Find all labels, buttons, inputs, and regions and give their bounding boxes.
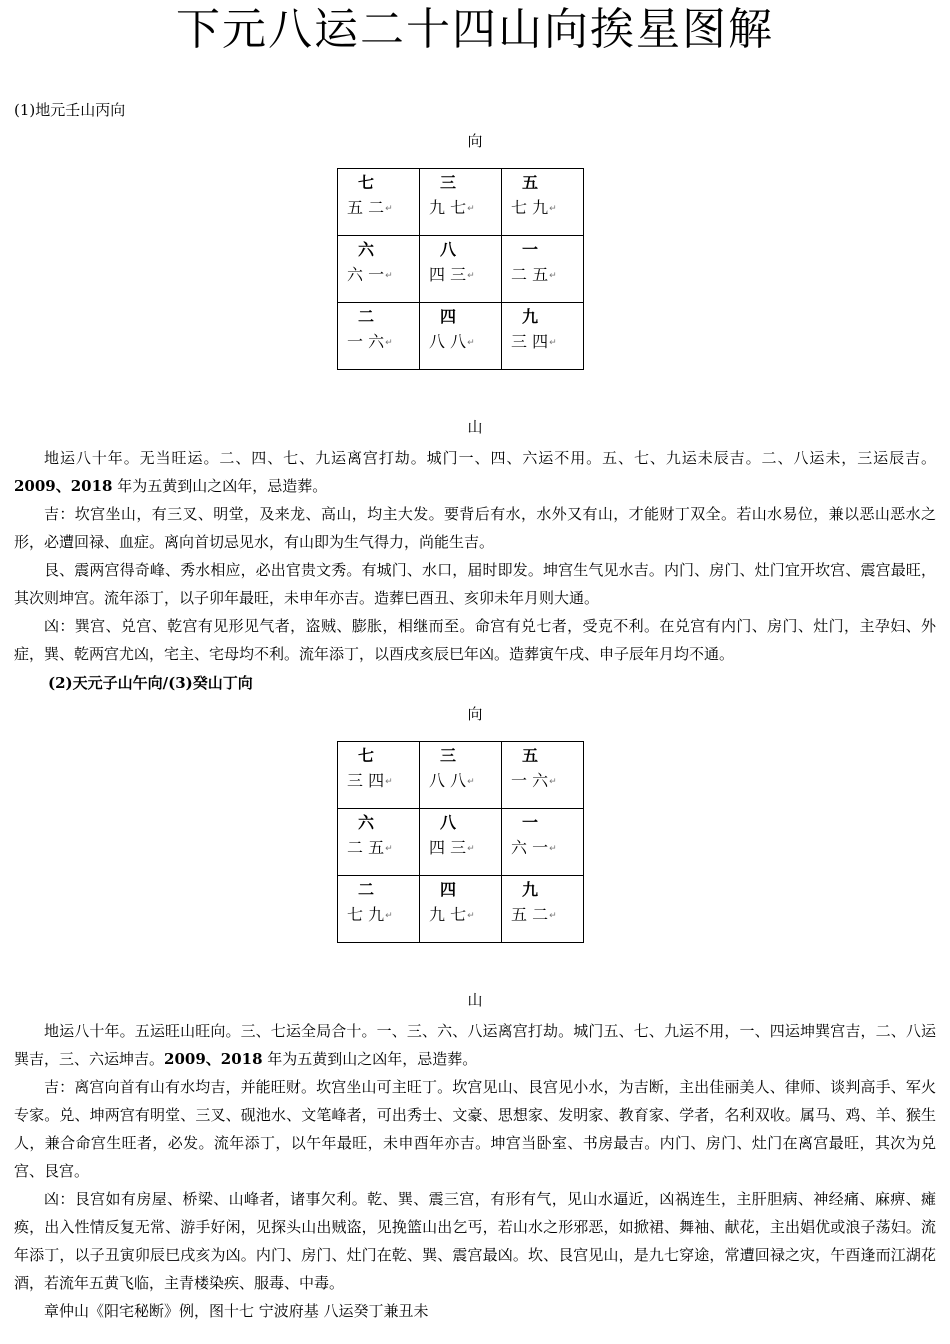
chart-cell — [502, 236, 584, 303]
chart-cell — [502, 809, 584, 876]
paragraph-mark-icon: ↵ — [385, 337, 393, 348]
chart-cell — [502, 876, 584, 943]
mountain-facing-stars: 四 三 — [429, 838, 467, 857]
chart-cell — [502, 742, 584, 809]
chart-cell — [502, 169, 584, 236]
section2-paragraph-auspicious: 吉：离宫向首有山有水均吉，并能旺财。坎宫坐山可主旺丁。坎宫见山、艮宫见小水，为吉断，主出佳丽美人、律师、谈判高手、军火专家。兑、坤两宫有明堂、三叉、砚池水、文笔峰者，可出秀士、文豪、思想家、发明家、教育家、学者，名利双收。属马、鸡、羊、猴生人，兼合命宫生旺者，必发。流年添丁，以午年最旺，未申酉年亦吉。坤宫当卧室、书房最吉。内门、房门、灶门在离宫最旺，其次为兑宫、艮宫。 — [14, 1078, 936, 1180]
base-star: 四 — [440, 307, 457, 326]
section1-star-chart — [337, 168, 584, 370]
chart-cell — [502, 303, 584, 370]
base-star: 四 — [440, 880, 457, 899]
mountain-facing-stars: 三 四 — [347, 771, 385, 790]
paragraph-mark-icon: ↵ — [549, 203, 557, 214]
base-star: 九 — [522, 880, 539, 899]
base-star: 八 — [440, 813, 457, 832]
section2-paragraph-inauspicious: 凶：艮宫如有房屋、桥梁、山峰者，诸事欠利。乾、巽、震三宫，有形有气，见山水逼近，凶祸连生，主肝胆病、神经痛、麻痹、瘫痪，出入性情反复无常、游手好闲，见探头山出贼盗，见挽篮山出乞丐，若山水之形邪恶，如掀裙、舞袖、献花，主出娼优或浪子荡妇。流年添丁，以子丑寅卯辰巳戌亥为凶。内门、房门、灶门在乾、巽、震宫最凶。坎、艮宫见山，是九七穿途，常遭回禄之灾，午酉逢而江湖花酒，若流年五黄飞临，主青楼染疾、服毒、中毒。 — [14, 1190, 936, 1292]
base-star: 九 — [522, 307, 539, 326]
chart-cell — [420, 236, 502, 303]
mountain-facing-stars: 五 二 — [511, 905, 549, 924]
section2-paragraph-example: 章仲山《阳宅秘断》例，图十七 宁波府基 八运癸丁兼丑未 — [44, 1302, 429, 1320]
paragraph-mark-icon: ↵ — [385, 910, 393, 921]
base-star: 三 — [440, 746, 457, 765]
paragraph-mark-icon: ↵ — [467, 776, 475, 787]
section2-heading: (2)天元子山午向/(3)癸山丁向 — [48, 674, 253, 692]
mountain-facing-stars: 二 五 — [347, 838, 385, 857]
paragraph-mark-icon: ↵ — [467, 203, 475, 214]
chart-cell — [420, 169, 502, 236]
chart-cell — [338, 809, 420, 876]
mountain-facing-stars: 九 七 — [429, 905, 467, 924]
chart-cell — [420, 809, 502, 876]
base-star: 七 — [358, 746, 375, 765]
base-star: 五 — [522, 746, 539, 765]
base-star: 二 — [358, 880, 375, 899]
paragraph-mark-icon: ↵ — [549, 776, 557, 787]
chart-cell — [420, 742, 502, 809]
base-star: 二 — [358, 307, 375, 326]
section1-paragraph-inauspicious: 凶：巽宫、兑宫、乾宫有见形见气者，盗贼、膨胀，相继而至。命宫有兑七者，受克不利。在兑宫有内门、房门、灶门，主孕妇、外症，巽、乾两宫尤凶，宅主、宅母均不利。流年添丁，以酉戌亥辰巳年凶。造葬寅午戌、申子辰年月均不通。 — [14, 617, 936, 663]
chart-cell — [338, 169, 420, 236]
base-star: 六 — [358, 240, 375, 259]
base-star: 五 — [522, 173, 539, 192]
chart-cell — [338, 236, 420, 303]
mountain-facing-stars: 八 八 — [429, 332, 467, 351]
chart-cell — [420, 303, 502, 370]
base-star: 三 — [440, 173, 457, 192]
section1-paragraph-palaces: 艮、震两宫得奇峰、秀水相应，必出官贵文秀。有城门、水口，届时即发。坤宫生气见水吉。内门、房门、灶门宜开坎宫、震宫最旺，其次则坤宫。流年添丁，以子卯年最旺，未申年亦吉。造葬巳酉丑、亥卯未年月则大通。 — [14, 561, 936, 607]
section1-paragraph-auspicious: 吉：坎宫坐山，有三叉、明堂，及来龙、高山，均主大发。要背后有水，水外又有山，才能财丁双全。若山水易位，兼以恶山恶水之形，必遭回禄、血症。离向首切忌见水，有山即为生气得力，尚能生吉。 — [14, 505, 936, 551]
base-star: 七 — [358, 173, 375, 192]
mountain-facing-stars: 二 五 — [511, 265, 549, 284]
paragraph-mark-icon: ↵ — [467, 910, 475, 921]
mountain-facing-stars: 八 八 — [429, 771, 467, 790]
base-star: 六 — [358, 813, 375, 832]
paragraph-mark-icon: ↵ — [385, 843, 393, 854]
paragraph-mark-icon: ↵ — [385, 776, 393, 787]
chart-cell — [338, 742, 420, 809]
mountain-facing-stars: 一 六 — [347, 332, 385, 351]
mountain-facing-stars: 一 六 — [511, 771, 549, 790]
page-title: 下元八运二十四山向挨星图解 — [176, 4, 774, 55]
section2-facing-label: 向 — [467, 705, 483, 723]
paragraph-mark-icon: ↵ — [385, 203, 393, 214]
paragraph-mark-icon: ↵ — [549, 910, 557, 921]
mountain-facing-stars: 三 四 — [511, 332, 549, 351]
mountain-facing-stars: 七 九 — [511, 198, 549, 217]
section2-mountain-label: 山 — [467, 991, 483, 1009]
chart-cell — [338, 876, 420, 943]
section1-facing-label: 向 — [467, 132, 483, 150]
paragraph-mark-icon: ↵ — [467, 270, 475, 281]
base-star: 一 — [522, 813, 539, 832]
paragraph-mark-icon: ↵ — [467, 843, 475, 854]
paragraph-mark-icon: ↵ — [467, 337, 475, 348]
mountain-facing-stars: 九 七 — [429, 198, 467, 217]
base-star: 八 — [440, 240, 457, 259]
section2-star-chart — [337, 741, 584, 943]
section2-paragraph-1: 地运八十年。五运旺山旺向。三、七运全局合十。一、三、六、八运离宫打劫。城门五、七、九运不用，一、四运坤巽宫吉，二、八运巽吉，三、六运坤吉。2009、2018 年为五黄到山之凶年，忌造葬。 — [14, 1022, 936, 1068]
paragraph-mark-icon: ↵ — [549, 843, 557, 854]
mountain-facing-stars: 四 三 — [429, 265, 467, 284]
mountain-facing-stars: 七 九 — [347, 905, 385, 924]
base-star: 一 — [522, 240, 539, 259]
chart-cell — [338, 303, 420, 370]
mountain-facing-stars: 六 一 — [511, 838, 549, 857]
section1-heading: (1)地元壬山丙向 — [14, 101, 126, 119]
paragraph-mark-icon: ↵ — [549, 337, 557, 348]
section1-mountain-label: 山 — [467, 418, 483, 436]
paragraph-mark-icon: ↵ — [549, 270, 557, 281]
paragraph-mark-icon: ↵ — [385, 270, 393, 281]
mountain-facing-stars: 六 一 — [347, 265, 385, 284]
section1-paragraph-1: 地运八十年。无当旺运。二、四、七、九运离宫打劫。城门一、四、六运不用。五、七、九运未辰吉。二、八运未，三运辰吉。2009、2018 年为五黄到山之凶年，忌造葬。 — [14, 449, 936, 495]
mountain-facing-stars: 五 二 — [347, 198, 385, 217]
chart-cell — [420, 876, 502, 943]
